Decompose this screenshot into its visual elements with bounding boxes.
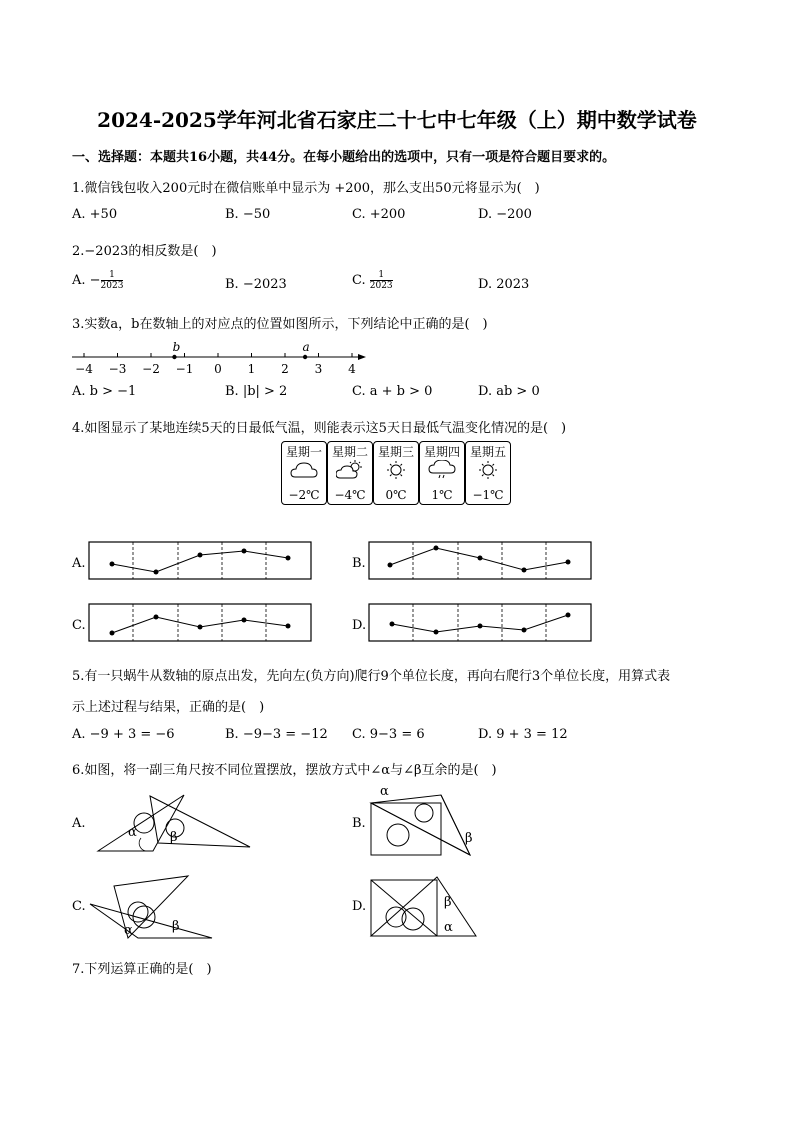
option-b-temperature-graph: [368, 541, 594, 581]
question-4-option-d: D.: [352, 618, 367, 633]
number-line-tick-label: −3: [108, 362, 127, 376]
option-a-temperature-graph: [88, 541, 314, 581]
weather-temp: −4℃: [334, 488, 366, 502]
beta-label: β: [170, 830, 178, 845]
number-line-tick-label: 2: [281, 362, 289, 376]
weather-card-monday: [281, 441, 327, 505]
question-3-stem: 3.实数a，b在数轴上的对应点的位置如图所示，下列结论中正确的是( ): [72, 317, 488, 332]
sun-cloud-icon: [336, 460, 364, 480]
number-line-tick-label: −1: [175, 362, 194, 376]
fraction-numerator: 1: [370, 270, 393, 281]
alpha-label: α: [444, 920, 453, 935]
option-c-prefix: C.: [352, 273, 370, 288]
weather-day: 星期四: [423, 445, 460, 459]
question-5-option-b: B. −9−3 = −12: [225, 727, 328, 742]
option-c-temperature-graph: [88, 603, 314, 643]
question-2-option-c: [352, 270, 393, 291]
question-4-option-c: C.: [72, 618, 86, 633]
option-d-triangle-figure: [366, 872, 482, 942]
question-3-option-a: A. b > −1: [72, 384, 137, 399]
weather-card-friday: [465, 441, 511, 505]
alpha-label: α: [380, 784, 389, 799]
option-c-triangle-figure: [86, 872, 218, 942]
fraction-denominator: 2023: [100, 281, 124, 291]
point-b-label: b: [172, 340, 181, 354]
weather-card-thursday: [419, 441, 465, 505]
fraction-denominator: 2023: [369, 281, 393, 291]
question-1-stem: 1.微信钱包收入200元时在微信账单中显示为 +200，那么支出50元将显示为( ): [72, 181, 540, 196]
cloud-rain-icon: [428, 460, 456, 480]
weather-day: 星期五: [469, 445, 506, 459]
weather-temp: 1℃: [431, 488, 453, 502]
question-5-stem-line-1: 5.有一只蜗牛从数轴的原点出发，先向左(负方向)爬行9个单位长度，再向右爬行3个单位长度，用算式表: [72, 669, 671, 684]
question-1-option-a: A. +50: [72, 207, 118, 222]
page-title: 2024-2025学年河北省石家庄二十七中七年级（上）期中数学试卷: [97, 108, 697, 132]
option-d-temperature-graph: [368, 603, 594, 643]
question-2-option-d: D. 2023: [478, 277, 530, 292]
question-3-option-c: C. a + b > 0: [352, 384, 433, 399]
number-line-tick-label: 1: [247, 362, 256, 376]
weather-temp: −1℃: [472, 488, 504, 502]
question-7-stem: 7.下列运算正确的是( ): [72, 962, 212, 977]
weather-day: 星期三: [377, 445, 414, 459]
question-6-option-c: C.: [72, 899, 86, 914]
question-5-option-c: C. 9−3 = 6: [352, 727, 425, 742]
beta-label: β: [444, 895, 452, 910]
fraction-numerator: 1: [101, 270, 124, 281]
sun-icon: [382, 460, 410, 480]
beta-label: β: [465, 831, 473, 846]
option-a-prefix: A. −: [72, 273, 101, 288]
point-b-marker: [172, 355, 176, 359]
number-line-tick-label: −4: [75, 362, 93, 376]
question-2-stem: 2.−2023的相反数是( ): [72, 244, 217, 259]
fraction: [101, 270, 124, 291]
weather-temp: −2℃: [288, 488, 320, 502]
point-a-marker: [303, 355, 307, 359]
cloud-icon: [290, 460, 318, 480]
point-a-label: a: [302, 340, 310, 354]
weather-card-wednesday: [373, 441, 419, 505]
question-3-option-b: B. |b| > 2: [225, 384, 288, 399]
question-4-option-a: A.: [72, 556, 86, 571]
question-5-option-a: A. −9 + 3 = −6: [72, 727, 175, 742]
question-6-option-d: D.: [352, 899, 367, 914]
question-5-stem-line-2: 示上述过程与结果，正确的是( ): [72, 700, 265, 715]
section-heading: 一、选择题：本题共16小题，共44分。在每小题给出的选项中，只有一项是符合题目要求的。: [72, 150, 616, 165]
alpha-label: α: [124, 923, 133, 938]
alpha-label: α: [128, 825, 137, 840]
number-line-arrow: [358, 354, 366, 360]
weather-day: 星期一: [285, 445, 322, 459]
number-line-tick-label: 4: [348, 362, 356, 376]
question-1-option-d: D. −200: [478, 207, 532, 222]
question-2-option-b: B. −2023: [225, 277, 287, 292]
number-line-figure: [68, 336, 378, 376]
question-4-stem: 4.如图显示了某地连续5天的日最低气温，则能表示这5天日最低气温变化情况的是( ): [72, 421, 567, 436]
weather-day: 星期二: [331, 445, 368, 459]
question-3-option-d: D. ab > 0: [478, 384, 540, 399]
question-1-option-b: B. −50: [225, 207, 271, 222]
option-a-triangle-figure: [86, 793, 256, 855]
question-6-stem: 6.如图，将一副三角尺按不同位置摆放，摆放方式中∠α与∠β互余的是( ): [72, 763, 497, 778]
number-line-tick-label: −2: [142, 362, 160, 376]
fraction: [370, 270, 393, 291]
question-6-option-b: B.: [352, 816, 366, 831]
beta-label: β: [172, 919, 180, 934]
question-2-option-a: [72, 270, 123, 291]
question-4-option-b: B.: [352, 556, 366, 571]
weather-card-tuesday: [327, 441, 373, 505]
question-5-option-d: D. 9 + 3 = 12: [478, 727, 568, 742]
number-line-tick-label: 3: [314, 362, 323, 376]
weather-temp: 0℃: [385, 488, 407, 502]
number-line-ticks: [75, 353, 356, 376]
sun-icon: [474, 460, 502, 480]
question-1-option-c: C. +200: [352, 207, 406, 222]
number-line-tick-label: 0: [214, 362, 222, 376]
question-6-option-a: A.: [72, 816, 86, 831]
option-b-triangle-figure: [366, 783, 484, 859]
